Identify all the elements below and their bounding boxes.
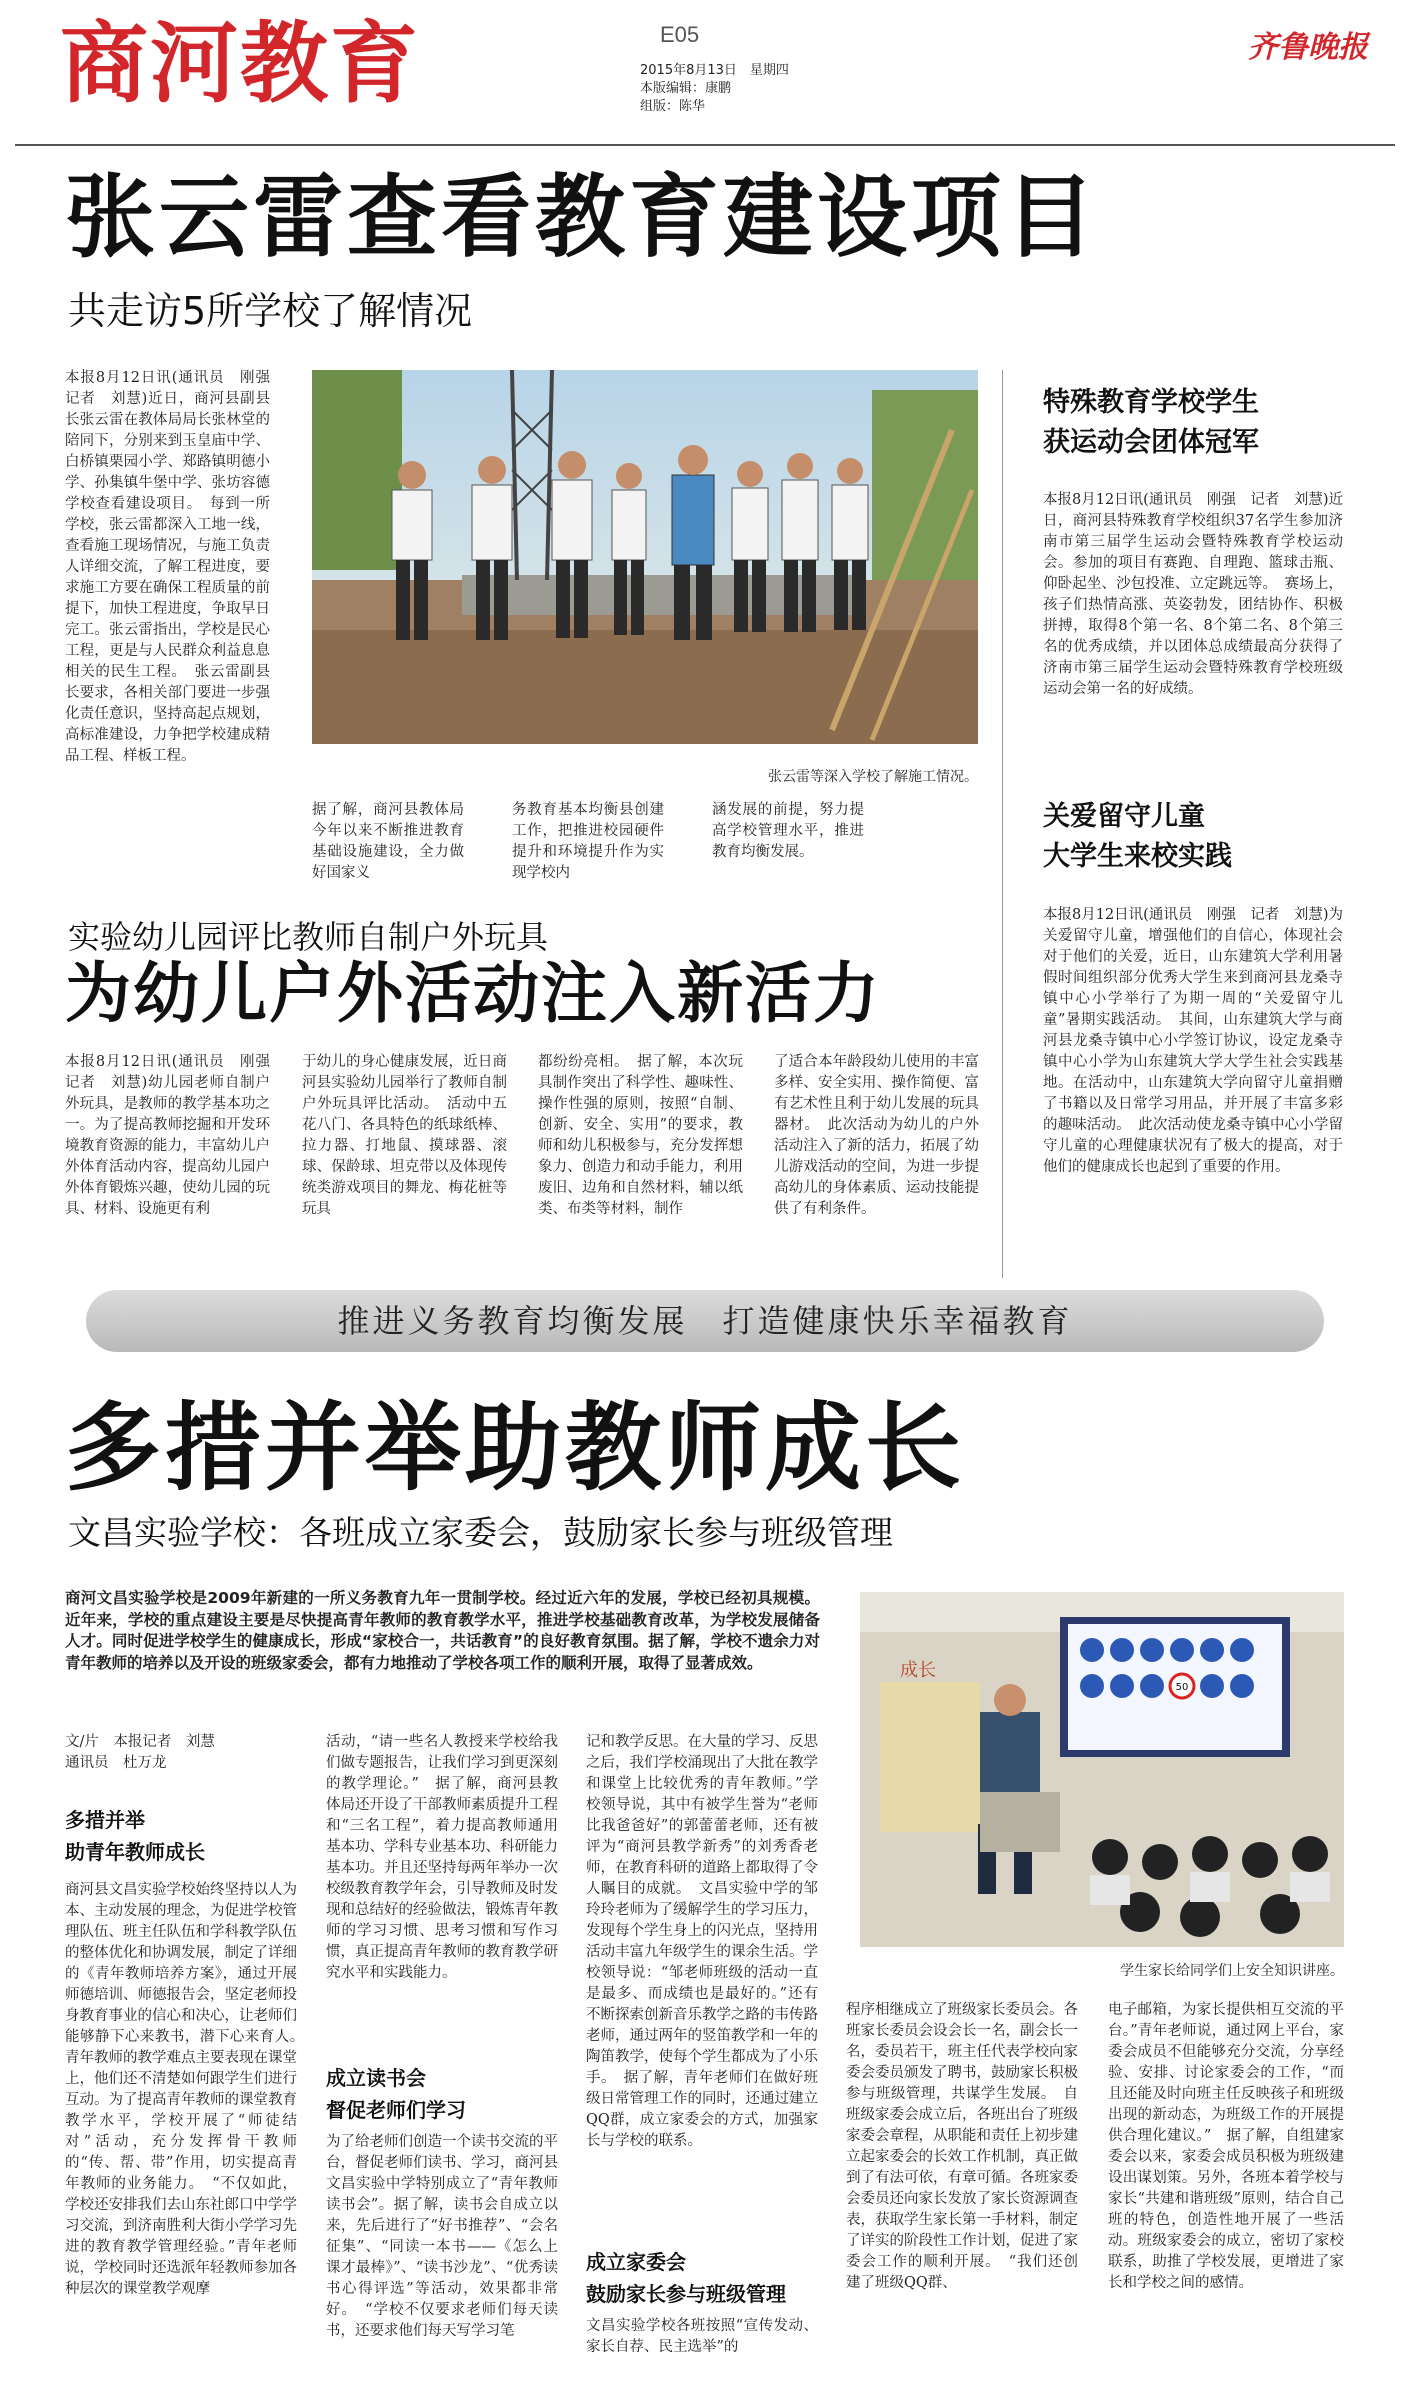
section1-heading-line-1: 多措并举 (65, 1808, 145, 1832)
page-layout-credit: 组版：陈华 (640, 99, 706, 114)
article3-lead: 商河文昌实验学校是2009年新建的一所义务教育九年一贯制学校。经过近六年的发展，学校已经初具规模。近年来，学校的重点建设主要是尽快提高青年教师的教育教学水平，推进学校基础教育改革，为学校发展储备人才。同时促进学校学生的健康成长，形成“家校合一，共话教育”的良好教育氛围。据了解，学校不遗余力对青年教师的培养以及开设的班级家委会，都有力地推动了学校各项工作的顺利开展，取得了显著成效。 (65, 1589, 820, 1672)
article1-column-3: 务教育基本均衡县创建工作，把推进校园硬件提升和环境提升作为实现学校内 (512, 802, 664, 881)
article3-column-3b: 文昌实验学校各班按照“宣传发动、家长自荐、民主选举”的 (586, 2318, 818, 2355)
article3-column-2a: 活动，“请一些名人教授来学校给我们做专题报告，让我们学习到更深刻的教学理论。” 据了解，商河县教体局还开设了干部教师素质提升工程和“三名工程”，着力提高教师通用基本功、学科专业基本功、科研能力基本功。并且还坚持每两年举办一次校级教育教学年会，引导教师及时发现和总结好的经验做法，锻炼青年教师的学习习惯、思考习惯和写作习惯，真正提高青年教师的教育教学研究水平和实践能力。 (326, 1734, 558, 1981)
article3-byline-line-2: 通讯员 杜万龙 (65, 1755, 167, 1771)
article1-subtitle: 共走访5所学校了解情况 (68, 289, 473, 333)
article2-column-3: 都纷纷亮相。 据了解，本次玩具制作突出了科学性、趣味性、操作性强的原则，按照“自制、创新、安全、实用”的要求，教师和幼儿积极参与，充分发挥想象力、创造力和动手能力，利用废旧、边角和自然材料，辅以纸类、布类等材料，制作 (538, 1054, 743, 1217)
section3-heading-line-2: 鼓励家长参与班级管理 (586, 2282, 786, 2306)
side2-title-line-2: 大学生来校实践 (1043, 841, 1232, 872)
side2-body: 本报8月12日讯(通讯员 刚强 记者 刘慧)为关爱留守儿童，增强他们的自信心，体现社会对于他们的关爱，近日，山东建筑大学利用暑假时间组织部分优秀大学生来到商河县龙桑寺镇中心小学举行了为期一周的“关爱留守儿童”暑期实践活动。 其间，山东建筑大学与商河县龙桑寺镇中心小学签订协议，设定龙桑寺镇中心小学为山东建筑大学大学生社会实践基地。在活动中，山东建筑大学向留守儿童捐赠了书籍以及日常学习用品，并开展了丰富多彩的趣味活动。 此次活动使龙桑寺镇中心小学留守儿童的心理健康状况有了极大的提高，对于他们的健康成长也起到了重要的作用。 (1043, 907, 1343, 1175)
sidebar-divider (1002, 370, 1003, 1278)
article3-byline-line-1: 文/片 本报记者 刘慧 (65, 1734, 215, 1750)
masthead-meta (640, 62, 789, 116)
article3-column-5: 电子邮箱，为家长提供相互交流的平台。”青年老师说，通过网上平台，家委会成员不但能够充分交流，分享经验、安排、讨论家委会的工作，“而且还能及时向班主任反映孩子和班级出现的新动态，为班级工作的开展提供合理化建议。” 据了解，自组建家委会以来，家委会成员积极为班级建设出谋划策。另外，各班本着学校与家长“共建和谐班级”原则，结合自己班的特色，创造性地开展了一些活动。班级家委会的成立，密切了家校联系，助推了学校发展，更增进了家长和学校之间的感情。 (1108, 2002, 1344, 2291)
article1-photo-caption: 张云雷等深入学校了解施工情况。 (768, 769, 978, 785)
issue-date: 2015年8月13日 星期四 (640, 63, 789, 78)
article3-column-1: 商河县文昌实验学校始终坚持以人为本、主动发展的理念，为促进学校管理队伍、班主任队伍和学科教学队伍的整体优化和协调发展，制定了详细的《青年教师培养方案》，通过开展师德培训、师德报告会，坚定老师投身教育事业的信心和决心，让老师们能够静下心来教书，潜下心来育人。 青年教师的教学难点主要表现在课堂上，他们还不清楚如何跟学生们进行互动。为了提高青年教师的课堂教育教学水平，学校开展了“师徒结对”活动，充分发挥骨干教师的“传、帮、带”作用，切实提高青年教师的业务能力。 “不仅如此，学校还安排我们去山东社郎口中学学习交流，到济南胜利大街小学学习先进的教育教学管理经验。”青年老师说，学校同时还选派年轻教师参加各种层次的课堂教学观摩 (65, 1882, 312, 2297)
section2-heading-line-1: 成立读书会 (326, 2066, 426, 2090)
masthead-rule (15, 144, 1395, 146)
article1-title: 张云雷查看教育建设项目 (65, 165, 1099, 270)
side1-title-line-2: 获运动会团体冠军 (1043, 427, 1259, 458)
article2-column-1: 本报8月12日讯(通讯员 刚强 记者 刘慧)幼儿园老师自制户外玩具，是教师的教学基本功之一。为了提高教师挖掘和开发环境教育资源的能力，丰富幼儿户外体育活动内容，提高幼儿园户外体育锻炼兴趣，使幼儿园的玩具、材料、设施更有利 (65, 1054, 285, 1217)
article1-column-1: 本报8月12日讯(通讯员 刚强 记者 刘慧)近日，商河县副县长张云雷在教体局局长张林堂的陪同下，分别来到玉皇庙中学、白桥镇栗园小学、郑路镇明德小学、孙集镇牛堡中学、张坊容德学校查看建设项目。 每到一所学校，张云雷都深入工地一线，查看施工现场情况，与施工负责人详细交流，了解工程进度，要求施工方要在确保工程质量的前提下，加快工程进度，争取早日完工。张云雷指出，学校是民心工程，更是与人民群众利益息息相关的民生工程。 张云雷副县长要求，各相关部门要进一步强化责任意识，坚持高起点规划，高标准建设，力争把学校建成精品工程、样板工程。 (65, 370, 285, 764)
article3-column-4: 程序相继成立了班级家长委员会。各班家长委员会设会长一名，副会长一名，委员若干，班主任代表学校向家委会委员颁发了聘书，鼓励家长积极参与班级管理，共谋学生发展。 自班级家委会成立后，各班出台了班级家委会章程，从职能和责任上初步建立起家委会的长效工作机制，真正做到了有法可依，有章可循。各班家委会委员还向家长发放了家长资源调查表，获取学生家长第一手材料，制定了详实的阶段性工作计划，促进了家委会工作的顺利开展。 “我们还创建了班级QQ群、 (846, 2002, 1078, 2291)
article1-column-4: 涵发展的前提，努力提高学校管理水平，推进教育均衡发展。 (712, 802, 864, 860)
article3-section1-heading (65, 1804, 205, 1868)
article3-section2-heading (326, 2062, 466, 2126)
edition-number: E05 (660, 22, 700, 47)
slogan-banner: 推进义务教育均衡发展 打造健康快乐幸福教育 (86, 1290, 1324, 1352)
article3-section3-heading (586, 2246, 786, 2310)
side1-body: 本报8月12日讯(通讯员 刚强 记者 刘慧)近日，商河县特殊教育学校组织37名学生参加济南市第三届学生运动会暨特殊教育学校运动会。参加的项目有赛跑、自理跑、篮球击瓶、仰卧起坐、沙包投准、立定跳远等。 赛场上，孩子们热情高涨、英姿勃发，团结协作、积极拼搏，取得8个第一名、8个第二名、8个第三名的优秀成绩，并以团体总成绩最高分获得了济南市第三届学生运动会暨特殊教育学校班级运动会第一名的好成绩。 (1043, 492, 1343, 697)
article1-photo (312, 370, 978, 744)
article3-photo-caption: 学生家长给同学们上安全知识讲座。 (1120, 1963, 1344, 1979)
side2-title (1043, 797, 1232, 877)
article2-title: 为幼儿户外活动注入新活力 (65, 955, 881, 1032)
article1-column-2: 据了解，商河县教体局今年以来不断推进教育基础设施建设，全力做好国家义 (312, 802, 464, 881)
side1-title-line-1: 特殊教育学校学生 (1043, 387, 1259, 418)
paper-logo: 齐鲁晚报 (1248, 30, 1368, 65)
section2-heading-line-2: 督促老师们学习 (326, 2098, 466, 2122)
slide-speed-sign-text: 50 (1175, 1682, 1189, 1693)
section3-heading-line-1: 成立家委会 (586, 2250, 686, 2274)
masthead-title: 商河教育 (60, 12, 421, 115)
section1-heading-line-2: 助青年教师成长 (65, 1840, 205, 1864)
page-editor: 本版编辑：康鹏 (640, 81, 732, 96)
slide-wall-text: 成长 (900, 1660, 936, 1681)
article3-column-2b: 为了给老师们创造一个读书交流的平台，督促老师们读书、学习，商河县文昌实验中学特别成立了“青年教师读书会”。据了解，读书会自成立以来，先后进行了“好书推荐”、“会名征集”、“同读一本书——《怎么上课才最棒》”、“读书沙龙”、“优秀读书心得评选”等活动，效果都非常好。 “学校不仅要求老师们每天读书，还要求他们每天写学习笔 (326, 2134, 558, 2339)
article3-byline (65, 1732, 215, 1774)
article3-column-3a: 记和教学反思。在大量的学习、反思之后，我们学校涌现出了大批在教学和课堂上比较优秀的青年教师。”学校领导说，其中有被学生誉为“老师比我爸爸好”的郭蕾蕾老师，还有被评为“商河县教学新秀”的刘秀香老师，在教育科研的道路上都取得了令人瞩目的成就。 文昌实验中学的邹玲玲老师为了缓解学生的学习压力，发现每个学生身上的闪光点，坚持用活动丰富九年级学生的课余生活。学校领导说：“邹老师班级的活动一直是最多、而成绩也是最好的。”还有不断探索创新音乐教学之路的韦传路老师，通过两年的竖笛教学和一年的陶笛教学，使每个学生都成为了小乐手。 据了解，青年老师们在做好班级日常管理工作的同时，还通过建立QQ群，成立家委会的方式，加强家长与学校的联系。 (586, 1734, 818, 2149)
article3-title: 多措并举助教师成长 (65, 1392, 965, 1504)
article2-column-4: 了适合本年龄段幼儿使用的丰富多样、安全实用、操作简便、富有艺术性且利于幼儿发展的玩具器材。 此次活动为幼儿的户外活动注入了新的活力，拓展了幼儿游戏活动的空间，为进一步提高幼儿的身体素质、运动技能提供了有利条件。 (774, 1054, 979, 1217)
side2-title-line-1: 关爱留守儿童 (1043, 801, 1205, 832)
article2-kicker: 实验幼儿园评比教师自制户外玩具 (68, 918, 549, 956)
article3-subtitle: 文昌实验学校：各班成立家委会，鼓励家长参与班级管理 (68, 1513, 893, 1552)
article3-photo (860, 1592, 1344, 1947)
article2-column-2: 于幼儿的身心健康发展，近日商河县实验幼儿园举行了教师自制户外玩具评比活动。 活动中五花八门、各具特色的纸球纸棒、拉力器、打地鼠、摸球器、滚球、保龄球、坦克带以及体现传统类游戏项目的舞龙、梅花桩等玩具 (302, 1054, 507, 1217)
side1-title (1043, 383, 1259, 463)
